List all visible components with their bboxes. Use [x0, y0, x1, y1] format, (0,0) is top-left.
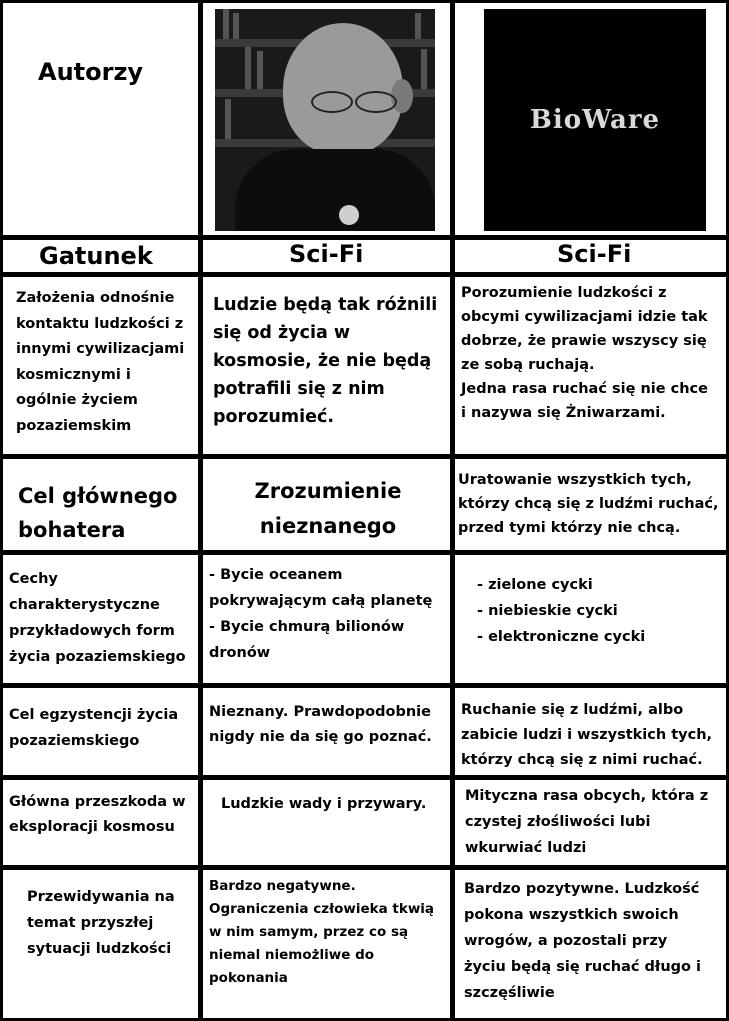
author2-cell: [455, 3, 726, 235]
purpose-col2: Ruchanie się z ludźmi, albo zabicie ludzi i wszystkich tych, którzy chcą się z nimi ruchać.: [461, 702, 713, 768]
goal-label: Cel głównego bohatera: [18, 484, 178, 542]
contact-col1: Ludzie będą tak różnili się od życia w kosmosie, że nie będą potrafili się z nim porozumieć.: [213, 295, 438, 427]
goal-col2-cell: [455, 459, 726, 550]
contact-col1-cell: [203, 277, 450, 454]
contact-label: Założenia odnośnie kontaktu ludzkości z innymi cywilizacjami kosmicznymi i ogólnie życiem pozaziemskim: [16, 290, 185, 434]
genre-col2-cell: [455, 240, 726, 272]
prediction-col1: Bardzo negatywne. Ograniczenia człowieka tkwią w nim samym, przez co są niemal niemożliwe do pokonania: [209, 878, 435, 986]
traits-col2: - zielone cycki - niebieskie cycki - elektroniczne cycki: [477, 577, 646, 645]
contact-label-cell: [3, 277, 198, 454]
goal-col2: Uratowanie wszystkich tych, którzy chcą się z ludźmi ruchać, przed tymi którzy nie chcą.: [458, 472, 719, 536]
prediction-label: Przewidywania na temat przyszłej sytuacji ludzkości: [27, 889, 175, 957]
author-portrait-photo: [215, 9, 435, 231]
purpose-col2-cell: [455, 688, 726, 775]
traits-label: Cechy charakterystyczne przykładowych form życia pozaziemskiego: [9, 571, 186, 665]
obstacle-col2: Mityczna rasa obcych, która z czystej złośliwości lubi wkurwiać ludzi: [465, 788, 709, 856]
genre-col1: Sci-Fi: [289, 240, 364, 268]
goal-col1: Zrozumienie nieznanego: [254, 479, 402, 538]
genre-col2: Sci-Fi: [557, 240, 632, 268]
prediction-col2: Bardzo pozytywne. Ludzkość pokona wszystkich swoich wrogów, a pozostali przy życiu będą się ruchać długo i szczęśliwie: [464, 881, 701, 1001]
obstacle-label-cell: [3, 780, 198, 865]
goal-label-cell: [3, 459, 198, 550]
traits-col1-cell: [203, 555, 450, 683]
contact-col2-cell: [455, 277, 726, 454]
purpose-col1-cell: [203, 688, 450, 775]
authors-label-cell: [3, 3, 198, 235]
genre-col1-cell: [203, 240, 450, 272]
bioware-logo: [484, 9, 706, 231]
goal-col1-cell: [203, 459, 450, 550]
bioware-logo-text: BioWare: [529, 105, 661, 135]
purpose-col1: Nieznany. Prawdopodobnie nigdy nie da się go poznać.: [209, 704, 432, 745]
prediction-label-cell: [3, 870, 198, 1018]
genre-label: Gatunek: [39, 242, 153, 270]
genre-label-cell: [3, 240, 198, 272]
author1-cell: [203, 3, 450, 235]
prediction-col1-cell: [203, 870, 450, 1018]
prediction-col2-cell: [455, 870, 726, 1018]
authors-label: Autorzy: [38, 58, 144, 86]
obstacle-label: Główna przeszkoda w eksploracji kosmosu: [9, 794, 186, 835]
obstacle-col1-cell: [203, 780, 450, 865]
contact-col2: Porozumienie ludzkości z obcymi cywilizacjami idzie tak dobrze, że prawie wszyscy się ze sobą ruchają. Jedna rasa ruchać się nie chce i nazywa się Żniwarzami.: [461, 285, 708, 421]
purpose-label: Cel egzystencji życia pozaziemskiego: [9, 707, 179, 749]
obstacle-col2-cell: [455, 780, 726, 865]
traits-label-cell: [3, 555, 198, 683]
traits-col1: - Bycie oceanem pokrywającym całą planetę - Bycie chmurą bilionów dronów: [209, 567, 433, 661]
obstacle-col1: Ludzkie wady i przywary.: [221, 796, 427, 812]
purpose-label-cell: [3, 688, 198, 775]
traits-col2-cell: [455, 555, 726, 683]
